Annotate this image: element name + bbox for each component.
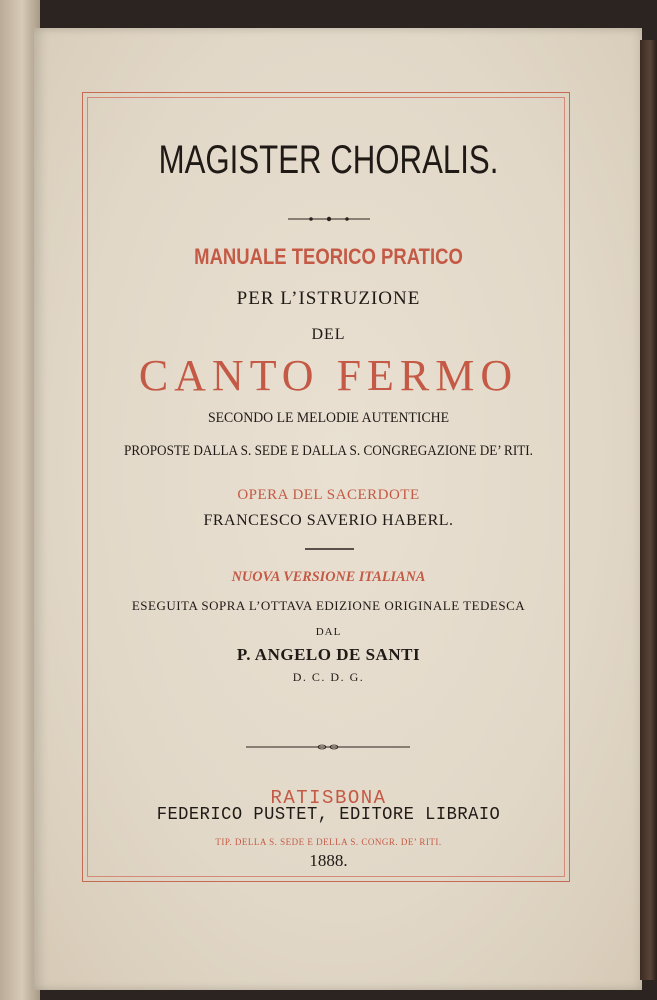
imprint-ornament bbox=[0, 742, 657, 752]
edition-detail: ESEGUITA SOPRA L’OTTAVA EDIZIONE ORIGINALE TEDESCA bbox=[131, 598, 526, 613]
imprint-year: 1888. bbox=[309, 851, 348, 870]
translator-suffix: D. C. D. G. bbox=[292, 670, 365, 684]
book-title: MAGISTER CHORALIS. bbox=[158, 138, 499, 182]
translator-prefix: DAL bbox=[315, 626, 342, 638]
description-line-2: PROPOSTE DALLA S. SEDE E DALLA S. CONGREGAZIONE DE’ RITI. bbox=[124, 443, 533, 459]
imprint-publisher: FEDERICO PUSTET, EDITORE LIBRAIO bbox=[156, 805, 501, 825]
author-divider bbox=[0, 546, 657, 552]
edition-label: NUOVA VERSIONE ITALIANA bbox=[231, 569, 426, 585]
subtitle-instruction: PER L’ISTRUZIONE bbox=[236, 288, 421, 309]
author-name: FRANCESCO SAVERIO HABERL. bbox=[203, 512, 454, 529]
opera-label: OPERA DEL SACERDOTE bbox=[237, 487, 420, 503]
main-title-canto-fermo: CANTO FERMO bbox=[138, 351, 519, 400]
translator-name: P. ANGELO DE SANTI bbox=[236, 645, 421, 664]
imprint-city: RATISBONA bbox=[270, 787, 387, 809]
title-ornament bbox=[0, 214, 657, 224]
subtitle-manual: MANUALE TEORICO PRATICO bbox=[194, 244, 463, 269]
description-line-1: SECONDO LE MELODIE AUTENTICHE bbox=[207, 410, 450, 426]
imprint-printer: TIP. DELLA S. SEDE E DELLA S. CONGR. DE’ RITI. bbox=[215, 837, 442, 847]
subtitle-del: DEL bbox=[311, 326, 346, 343]
